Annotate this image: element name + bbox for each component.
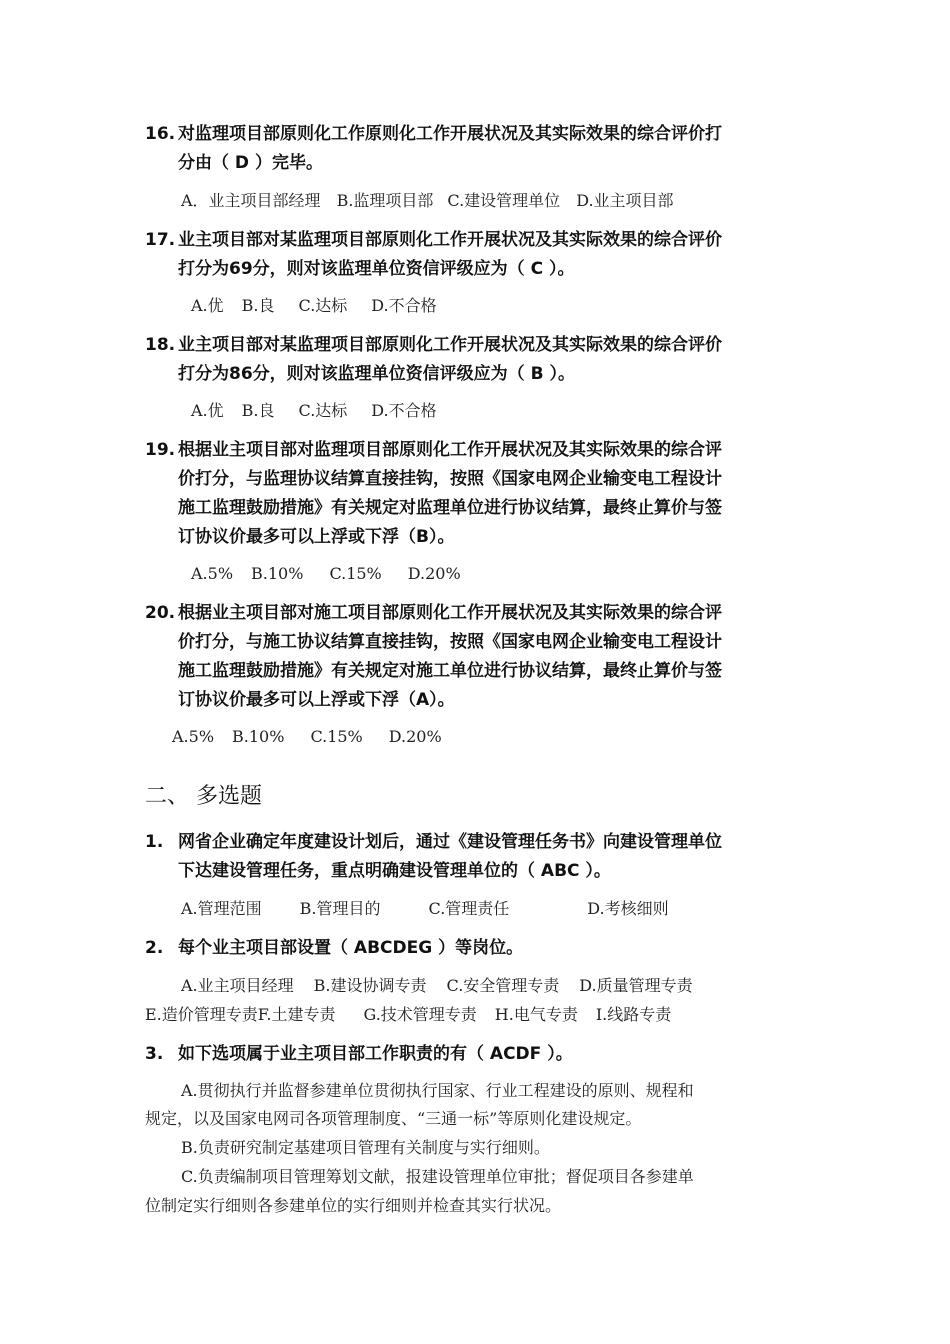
option: D.业主项目部 [576,191,674,210]
options-20 [172,723,442,751]
option: C.达标 [298,296,348,315]
option: D.20% [388,727,442,746]
question-text-line: 施工监理鼓励措施》有关规定对监理单位进行协议结算，最终止算价与签 [178,498,722,518]
question-text-line: 每个业主项目部设置（ ABCDEG ）等岗位。 [178,938,524,958]
options-17 [191,292,437,320]
option: C.15% [329,564,382,583]
option: B.10% [251,564,304,583]
question-text-line: 施工监理鼓励措施》有关规定对施工单位进行协议结算，最终止算价与签 [178,661,722,681]
option: A.5% [191,564,234,583]
option: B.建设协调专责 [313,976,427,995]
question-text-line: 根据业主项目部对监理项目部原则化工作开展状况及其实际效果的综合评 [178,440,722,460]
multi-options-2-row1 [181,972,693,1000]
option: B.10% [232,727,285,746]
option: C.管理责任 [428,899,510,918]
question-number: 17. [145,230,176,250]
option: C.15% [310,727,363,746]
question-number: 2. [145,938,164,958]
option: A.5% [172,727,215,746]
option: B.良 [241,401,275,420]
multi-options-1 [181,895,669,923]
option: I.线路专责 [595,1005,672,1024]
options-18 [191,397,437,425]
option: C.达标 [298,401,348,420]
question-text-line: 价打分，与施工协议结算直接挂钩，按照《国家电网企业输变电工程设计 [178,632,722,652]
question-text-line: 打分为69分，则对该监理单位资信评级应为（ C ）。 [178,259,575,279]
option: D.不合格 [371,401,437,420]
option: A.优 [191,296,224,315]
question-number: 18. [145,335,176,355]
paragraph-line: 规定，以及国家电网司各项管理制度、“三通一标”等原则化建设规定。 [145,1109,642,1128]
option: A.优 [191,401,224,420]
option: H.电气专责 [494,1005,578,1024]
option: A.管理范围 [181,899,262,918]
section-heading: 二、 多选题 [145,784,262,809]
question-text-line: 打分为86分，则对该监理单位资信评级应为（ B ）。 [178,364,575,384]
question-text-line: 如下选项属于业主项目部工作职责的有（ ACDF ）。 [178,1044,573,1064]
option: D.不合格 [371,296,437,315]
option: B.管理目的 [299,899,381,918]
options-19 [191,560,461,588]
question-number: 3. [145,1044,164,1064]
question-number: 1. [145,832,164,852]
option: A.业主项目经理 [181,976,294,995]
question-text-line: 订协议价最多可以上浮或下浮（B）。 [178,527,455,547]
question-text-line: 价打分，与监理协议结算直接挂钩，按照《国家电网企业输变电工程设计 [178,469,722,489]
options-16 [181,187,674,215]
multi-options-2-row2 [145,1001,671,1029]
option: C.建设管理单位 [447,191,561,210]
paragraph-line: 位制定实行细则各参建单位的实行细则并检查其实行状况。 [145,1196,562,1215]
question-number: 20. [145,603,176,623]
question-text-line: 业主项目部对某监理项目部原则化工作开展状况及其实际效果的综合评价 [178,335,722,355]
option: B.良 [241,296,275,315]
question-number: 16. [145,124,176,144]
option: E.造价管理专责 [145,1005,258,1024]
question-text-line: 对监理项目部原则化工作原则化工作开展状况及其实际效果的综合评价打 [178,124,722,144]
question-text-line: 网省企业确定年度建设计划后，通过《建设管理任务书》向建设管理单位 [178,832,722,852]
paragraph-line: A.贯彻执行并监督参建单位贯彻执行国家、行业工程建设的原则、规程和 [181,1081,694,1100]
paragraph-line: C.负责编制项目管理筹划文献，报建设管理单位审批；督促项目各参建单 [181,1167,694,1186]
option: G.技术管理专责 [363,1005,477,1024]
question-text-line: 业主项目部对某监理项目部原则化工作开展状况及其实际效果的综合评价 [178,230,722,250]
option: D.质量管理专责 [579,976,693,995]
option: A．业主项目部经理 [181,191,321,210]
question-text-line: 订协议价最多可以上浮或下浮（A）。 [178,690,455,710]
option: F.土建专责 [257,1005,336,1024]
question-number: 19. [145,440,176,460]
question-text-line: 分由（ D ）完毕。 [178,153,323,173]
question-text-line: 下达建设管理任务，重点明确建设管理单位的（ ABC ）。 [178,861,611,881]
option: C.安全管理专责 [446,976,560,995]
question-text-line: 根据业主项目部对施工项目部原则化工作开展状况及其实际效果的综合评 [178,603,722,623]
option: D.考核细则 [587,899,669,918]
option: B.监理项目部 [336,191,434,210]
paragraph-line: B.负责研究制定基建项目管理有关制度与实行细则。 [181,1138,550,1157]
option: D.20% [407,564,461,583]
